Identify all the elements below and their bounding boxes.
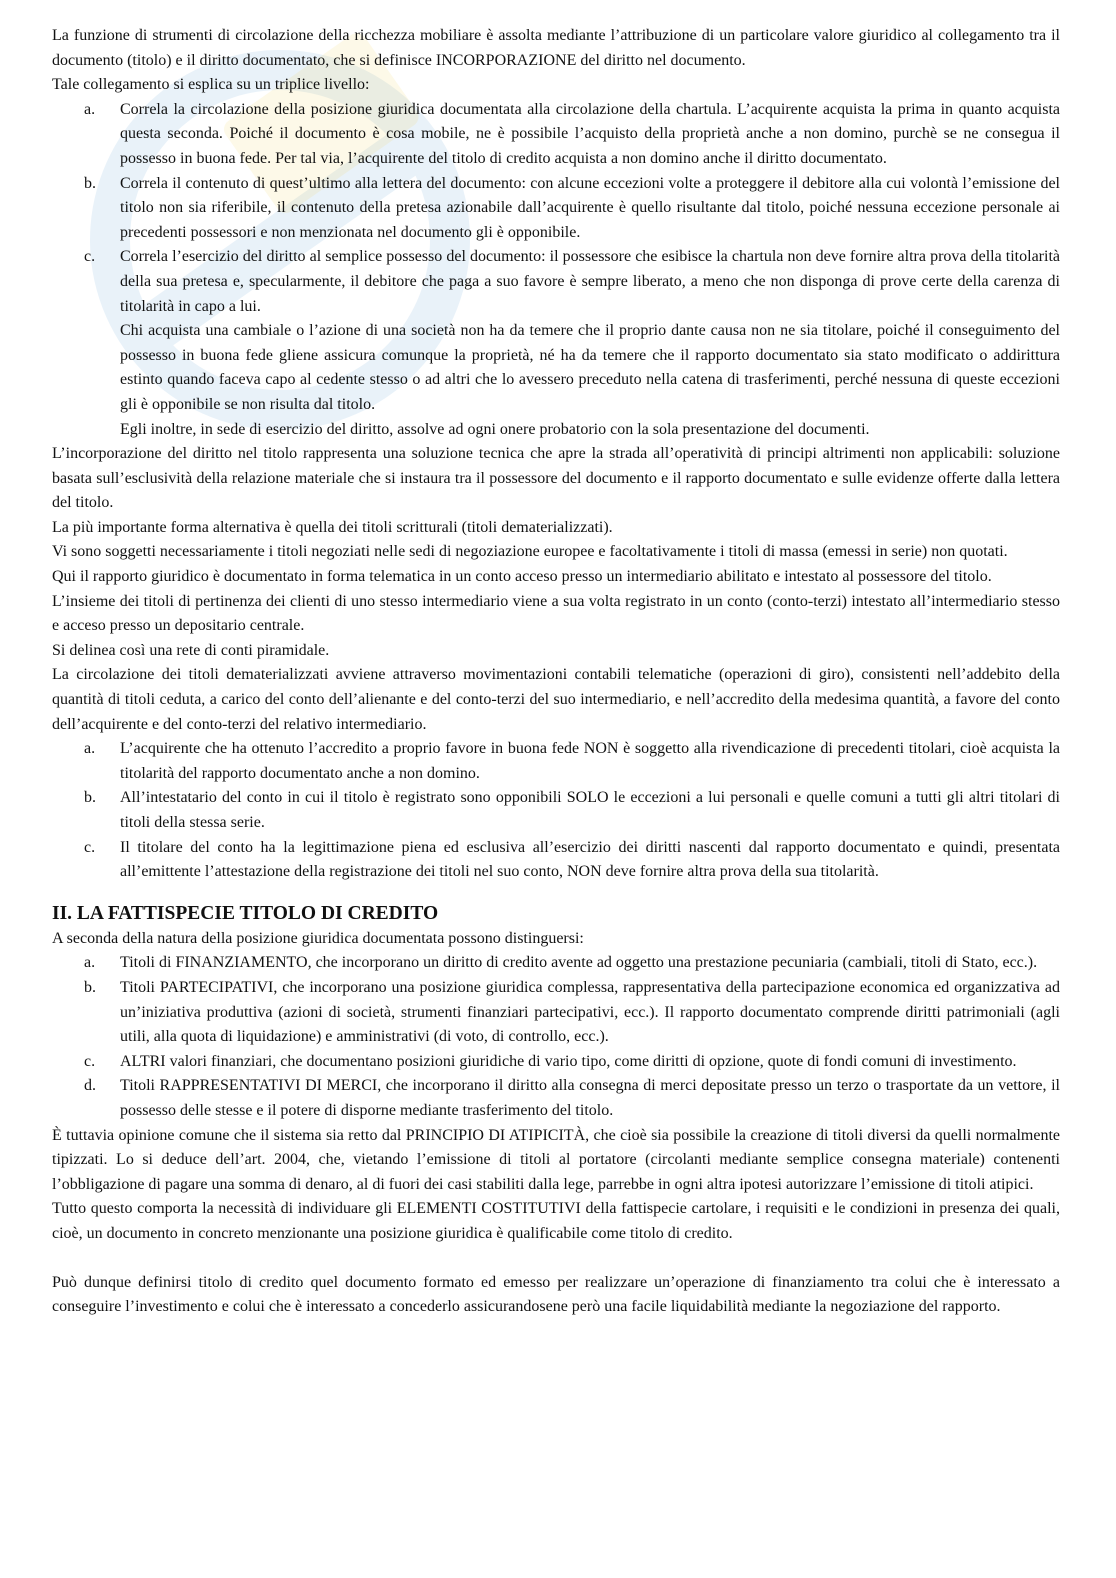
list-item: [52, 836, 1060, 885]
paragraph: È tuttavia opinione comune che il sistema sia retto dal PRINCIPIO DI ATIPICITÀ, che cioè sia possibile la creazione di titoli diversi da quelli normalmente tipizzati. Lo si deduce dell’art. 2004, che, vietando l’emissione di titoli al portatore (circolanti mediante semplice consegna materiale) contenenti l’obbligazione di pagare una somma di denaro, al di fuori dei casi stabiliti dalla lege, parrebbe in ogni altra ipotesi autorizzare l’emissione di titoli atipici.: [52, 1126, 1060, 1193]
list-item-text: Correla il contenuto di quest’ultimo alla lettera del documento: con alcune eccezioni volte a proteggere il debitore alla cui volontà l’emissione del titolo non sia riferibile, il contenuto della pretesa azionabile dall’acquirente è quello risultante dal titolo, poiché nessuna eccezione personale ai precedenti possessori e non menzionata nel documento gli è opponibile.: [120, 174, 1060, 241]
paragraph: La più importante forma alternativa è quella dei titoli scritturali (titoli dematerializzati).: [52, 518, 613, 536]
list-item: [52, 976, 1060, 1050]
paragraph: La funzione di strumenti di circolazione della ricchezza mobiliare è assolta mediante l’attribuzione di un particolare valore giuridico al collegamento tra il documento (titolo) e il diritto documentato, che si definisce INCORPORAZIONE del diritto nel documento.: [52, 27, 1060, 69]
list-marker: a.: [84, 954, 96, 972]
list-marker: c.: [84, 248, 96, 266]
paragraph: Qui il rapporto giuridico è documentato in forma telematica in un conto acceso presso un intermediario abilitato e intestato al possessore del titolo.: [52, 568, 992, 586]
list-marker: c.: [84, 1052, 96, 1070]
list-marker: b.: [84, 174, 96, 192]
list-marker: a.: [84, 740, 96, 758]
list-item-text: All’intestatario del conto in cui il titolo è registrato sono opponibili SOLO le eccezioni a lui personali e quelle comuni a tutti gli altri titolari di titoli della stessa serie.: [120, 789, 1060, 831]
paragraph: A seconda della natura della posizione giuridica documentata possono distinguersi:: [52, 929, 584, 947]
list-marker: b.: [84, 978, 96, 996]
list-item-text: Titoli RAPPRESENTATIVI DI MERCI, che incorporano il diritto alla consegna di merci depositate presso un terzo o trasportate da un vettore, il possesso delle stesse e il potere di disporne mediante trasferimento del titolo.: [120, 1077, 1060, 1119]
list-item: [52, 1074, 1060, 1123]
title-types-list: [52, 951, 1060, 1123]
paragraph: Vi sono soggetti necessariamente i titoli negoziati nelle sedi di negoziazione europee e facoltativamente i titoli di massa (emessi in serie) non quotati.: [52, 543, 1008, 561]
dematerialized-effects-list: [52, 737, 1060, 885]
paragraph: Chi acquista una cambiale o l’azione di una società non ha da temere che il proprio dante causa non ne sia titolare, poiché il conseguimento del possesso in buona fede gliene assicura comunque la proprietà, né ha da temere che il rapporto documentato sia stato modificato o addirittura estinto quando faceva capo al cedente stesso o ad altri che lo avessero preceduto nella catena di trasferimenti, perché nessuna di queste eccezioni gli è opponibile se non risulta dal titolo.: [120, 322, 1060, 413]
paragraph: Si delinea così una rete di conti piramidale.: [52, 641, 330, 659]
paragraph: L’incorporazione del diritto nel titolo rappresenta una soluzione tecnica che apre la strada all’operatività di principi altrimenti non applicabili: soluzione basata sull’esclusività della relazione materiale che si instaura tra il possessore del documento e il rapporto documentato e sulle evidenze offerte dalla lettera del titolo.: [52, 445, 1060, 512]
paragraph: La circolazione dei titoli dematerializzati avviene attraverso movimentazioni contabili telematiche (operazioni di giro), consistenti nell’addebito della quantità di titoli ceduta, a carico del conto dell’alienante e del conto-terzi del suo intermediario, e nell’accredito della medesima quantità, a favore del conto dell’acquirente e del conto-terzi del relativo intermediario.: [52, 666, 1060, 733]
paragraph: L’insieme dei titoli di pertinenza dei clienti di uno stesso intermediario viene a sua volta registrato in un conto (conto-terzi) intestato all’intermediario stesso e acceso presso un depositario centrale.: [52, 592, 1060, 635]
list-item: [52, 951, 1060, 976]
spacer: [52, 1247, 1060, 1271]
list-marker: a.: [84, 100, 96, 118]
list-item: [52, 737, 1060, 786]
list-item-text: Il titolare del conto ha la legittimazione piena ed esclusiva all’esercizio dei diritti nascenti dal rapporto documentato e quindi, presentata all’emittente l’attestazione della registrazione dei titoli nel suo conto, NON deve fornire altra prova della sua titolarità.: [120, 838, 1060, 881]
list-marker: d.: [84, 1077, 96, 1095]
list-item: [52, 1050, 1060, 1075]
list-item-text: L’acquirente che ha ottenuto l’accredito a proprio favore in buona fede NON è soggetto alla rivendicazione di precedenti titolari, cioè acquista la titolarità del rapporto documentato anche a non domino.: [120, 740, 1060, 782]
list-marker: c.: [84, 838, 96, 856]
paragraph: Egli inoltre, in sede di esercizio del diritto, assolve ad ogni onere probatorio con la sola presentazione del documenti.: [120, 420, 870, 438]
list-item-text: Titoli di FINANZIAMENTO, che incorporano un diritto di credito avente ad oggetto una prestazione pecuniaria (cambiali, titoli di Stato, ecc.).: [120, 954, 1038, 972]
list-item-text: ALTRI valori finanziari, che documentano posizioni giuridiche di vario tipo, come diritti di opzione, quote di fondi comuni di investimento.: [120, 1052, 1017, 1070]
list-item: [52, 172, 1060, 246]
list-item-text: Titoli PARTECIPATIVI, che incorporano una posizione giuridica complessa, rappresentativa della partecipazione economica ed organizzativa ad un’iniziativa produttiva (azioni di società, strumenti finanziari partecipativi, ecc.). Il rapporto documentato comprende diritti patrimoniali (agli utili, alla quota di liquidazione) e amministrativi (di voto, di controllo, ecc.).: [120, 978, 1060, 1046]
list-item: [52, 245, 1060, 319]
paragraph: Tutto questo comporta la necessità di individuare gli ELEMENTI COSTITUTIVI della fattispecie cartolare, i requisiti e le condizioni in presenza dei quali, cioè, un documento in concreto menzionante una posizione giuridica è qualificabile come titolo di credito.: [52, 1200, 1060, 1242]
list-item: [52, 98, 1060, 172]
section-heading: II. LA FATTISPECIE TITOLO DI CREDITO: [52, 902, 439, 924]
list-item-text: Correla la circolazione della posizione giuridica documentata alla circolazione della chartula. L’acquirente acquista la prima in quanto acquista questa seconda. Poiché il documento è cosa mobile, ne è possibile l’acquisto della proprietà anche a non domino, purchè se ne consegua il possesso in buona fede. Per tal via, l’acquirente del titolo di credito acquista a non domino anche il diritto documentato.: [120, 100, 1060, 167]
paragraph: Tale collegamento si esplica su un triplice livello:: [52, 76, 370, 94]
incorporation-levels-list: [52, 98, 1060, 319]
list-marker: b.: [84, 789, 96, 807]
paragraph: Può dunque definirsi titolo di credito quel documento formato ed emesso per realizzare un’operazione di finanziamento tra colui che è interessato a conseguire l’investimento e colui che è interessato a concederlo assicurandosene però una facile liquidabilità mediante la negoziazione del rapporto.: [52, 1273, 1060, 1316]
list-item: [52, 786, 1060, 835]
list-item-text: Correla l’esercizio del diritto al semplice possesso del documento: il possessore che esibisce la chartula non deve fornire altra prova della titolarità della sua pretesa e, specularmente, il debitore che paga a suo favore è sempre liberato, a meno che non disponga di prove certe della carenza di titolarità in capo a lui.: [120, 248, 1060, 315]
